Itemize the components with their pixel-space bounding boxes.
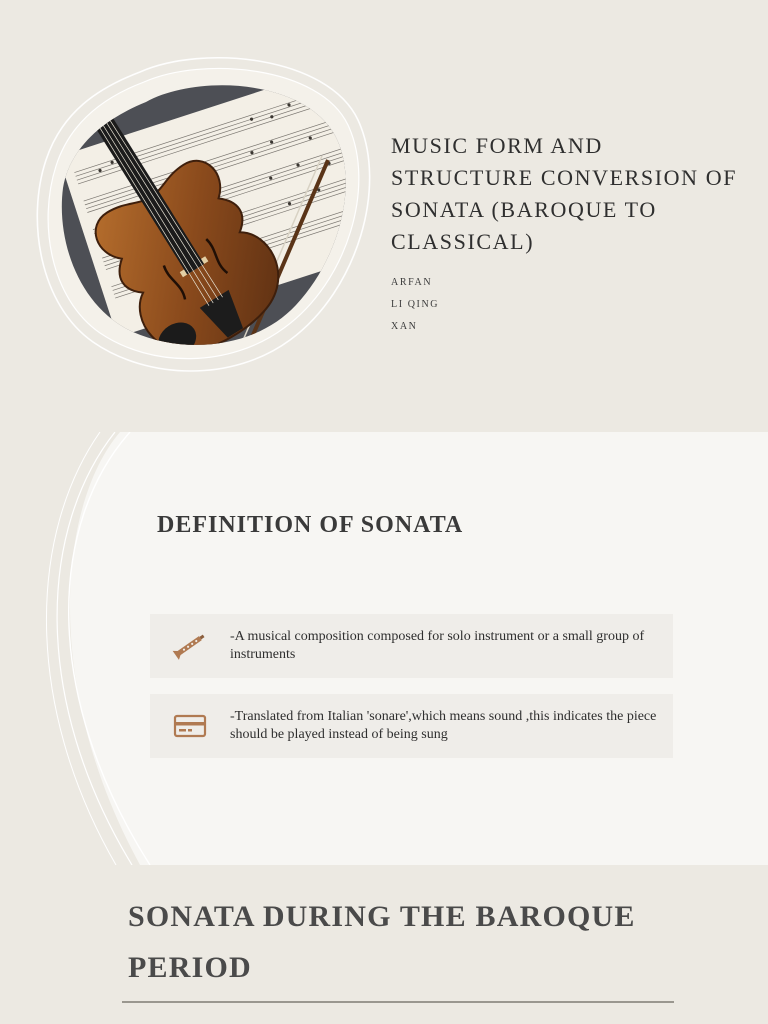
- clarinet-icon: [150, 627, 230, 665]
- title-slide: [0, 0, 768, 432]
- definition-item: [150, 694, 673, 758]
- author-list: [391, 272, 741, 338]
- card-icon: [150, 713, 230, 739]
- author-name: ARFAN: [391, 277, 433, 288]
- author-name: XAN: [391, 321, 418, 332]
- definition-item: [150, 614, 673, 678]
- author-name: LI QING: [391, 299, 440, 310]
- definition-text: -Translated from Italian 'sonare',which means sound ,this indicates the piece should be played instead of being sung: [230, 709, 657, 742]
- title-block: [391, 130, 741, 338]
- violin-photo: [28, 50, 373, 380]
- presentation-title: MUSIC FORM AND STRUCTURE CONVERSION OF SONATA (BAROQUE TO CLASSICAL): [391, 133, 738, 254]
- definition-text: -A musical composition composed for solo instrument or a small group of instruments: [230, 629, 645, 662]
- baroque-slide: [0, 865, 768, 1024]
- definition-heading: DEFINITION OF SONATA: [157, 512, 464, 538]
- definition-slide: [0, 432, 768, 865]
- baroque-heading: SONATA DURING THE BAROQUE PERIOD: [128, 900, 636, 984]
- divider: [122, 1001, 674, 1003]
